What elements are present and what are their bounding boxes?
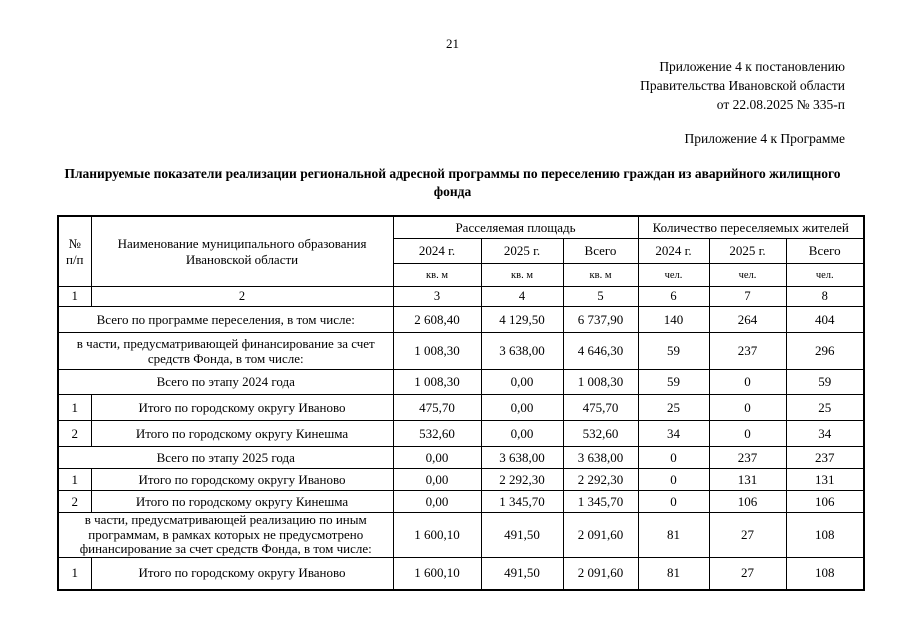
value-cell: 0 [638,447,709,469]
value-cell: 59 [638,333,709,370]
value-cell: 1 345,70 [481,491,563,513]
table-row [58,370,864,395]
row-label-cell: Всего по этапу 2024 года [58,370,393,395]
value-cell: 0,00 [393,469,481,491]
value-cell: 237 [709,333,786,370]
value-cell: 2 292,30 [563,469,638,491]
value-cell: 2 292,30 [481,469,563,491]
row-label-cell: Итого по городскому округу Кинешма [91,491,393,513]
value-cell: 34 [638,421,709,447]
header-row-numbering [58,287,864,307]
value-cell: 237 [786,447,864,469]
header-cell-year: 2024 г. [393,239,481,264]
value-cell: 0 [709,370,786,395]
value-cell: 1 008,30 [563,370,638,395]
value-cell: 2 091,60 [563,557,638,590]
value-cell: 25 [786,395,864,421]
value-cell: 1 600,10 [393,557,481,590]
header-cell-unit: чел. [786,264,864,287]
value-cell: 25 [638,395,709,421]
row-label-cell: в части, предусматривающей финансирование за счет средств Фонда, в том числе: [58,333,393,370]
value-cell: 140 [638,307,709,333]
value-cell: 532,60 [563,421,638,447]
header-cell-unit: чел. [709,264,786,287]
column-number: 5 [563,287,638,307]
table-row [58,469,864,491]
value-cell: 81 [638,513,709,558]
row-label-cell: Итого по городскому округу Иваново [91,469,393,491]
header-cell-year: Всего [563,239,638,264]
page-number: 21 [446,36,459,51]
value-cell: 491,50 [481,513,563,558]
value-cell: 131 [709,469,786,491]
value-cell: 81 [638,557,709,590]
table-row [58,395,864,421]
column-number: 7 [709,287,786,307]
table-row [58,447,864,469]
row-number-cell: 2 [58,491,91,513]
value-cell: 27 [709,513,786,558]
value-cell: 59 [638,370,709,395]
value-cell: 296 [786,333,864,370]
value-cell: 0,00 [481,370,563,395]
table-row [58,557,864,590]
value-cell: 1 008,30 [393,333,481,370]
column-number: 1 [58,287,91,307]
column-number: 8 [786,287,864,307]
header-cell-unit: кв. м [393,264,481,287]
header-cell-unit: кв. м [481,264,563,287]
value-cell: 404 [786,307,864,333]
row-label-cell: в части, предусматривающей реализацию по иным программам, в рамках которых не предусмотрено финансирование за счет средств Фонда, в том числе: [58,513,393,558]
header-cell-year: 2024 г. [638,239,709,264]
value-cell: 2 608,40 [393,307,481,333]
column-number: 6 [638,287,709,307]
table-row [58,491,864,513]
header-cell-year: 2025 г. [709,239,786,264]
header-cell-people-group: Количество переселяемых жителей [638,216,864,239]
row-number-cell: 1 [58,557,91,590]
value-cell: 34 [786,421,864,447]
table-row [58,307,864,333]
row-label-cell: Всего по программе переселения, в том числе: [58,307,393,333]
value-cell: 0,00 [481,395,563,421]
value-cell: 0,00 [393,491,481,513]
appendix-program-reference: Приложение 4 к Программе [684,131,845,146]
table-row [58,421,864,447]
header-cell-year: Всего [786,239,864,264]
value-cell: 1 600,10 [393,513,481,558]
document-title: Планируемые показатели реализации региональной адресной программы по переселению граждан из аварийного жилищного фонда [64,166,841,199]
value-cell: 106 [786,491,864,513]
column-number: 2 [91,287,393,307]
row-number-cell: 1 [58,395,91,421]
appendix-line-1: Приложение 4 к постановлению [659,59,845,74]
header-cell-area-group: Расселяемая площадь [393,216,638,239]
column-number: 3 [393,287,481,307]
row-number-cell: 1 [58,469,91,491]
value-cell: 0,00 [481,421,563,447]
header-cell-num: № п/п [58,216,91,287]
value-cell: 0,00 [393,447,481,469]
header-row-groups [58,216,864,239]
header-cell-unit: чел. [638,264,709,287]
table-row [58,513,864,558]
column-number: 4 [481,287,563,307]
value-cell: 6 737,90 [563,307,638,333]
value-cell: 27 [709,557,786,590]
appendix-line-3: от 22.08.2025 № 335-п [716,97,845,112]
value-cell: 131 [786,469,864,491]
header-cell-name: Наименование муниципального образования Ивановской области [91,216,393,287]
value-cell: 491,50 [481,557,563,590]
row-label-cell: Итого по городскому округу Иваново [91,395,393,421]
header-cell-unit: кв. м [563,264,638,287]
value-cell: 3 638,00 [481,333,563,370]
appendix-reference [640,57,845,114]
table-row [58,333,864,370]
value-cell: 108 [786,557,864,590]
value-cell: 3 638,00 [563,447,638,469]
value-cell: 4 129,50 [481,307,563,333]
value-cell: 3 638,00 [481,447,563,469]
row-label-cell: Итого по городскому округу Иваново [91,557,393,590]
header-cell-year: 2025 г. [481,239,563,264]
row-label-cell: Всего по этапу 2025 года [58,447,393,469]
row-number-cell: 2 [58,421,91,447]
value-cell: 1 345,70 [563,491,638,513]
value-cell: 0 [638,491,709,513]
value-cell: 59 [786,370,864,395]
value-cell: 0 [709,421,786,447]
value-cell: 264 [709,307,786,333]
value-cell: 106 [709,491,786,513]
row-label-cell: Итого по городскому округу Кинешма [91,421,393,447]
value-cell: 532,60 [393,421,481,447]
value-cell: 0 [638,469,709,491]
value-cell: 0 [709,395,786,421]
value-cell: 1 008,30 [393,370,481,395]
value-cell: 475,70 [393,395,481,421]
appendix-line-2: Правительства Ивановской области [640,78,845,93]
value-cell: 475,70 [563,395,638,421]
value-cell: 4 646,30 [563,333,638,370]
indicators-table [57,215,865,591]
value-cell: 2 091,60 [563,513,638,558]
value-cell: 108 [786,513,864,558]
value-cell: 237 [709,447,786,469]
